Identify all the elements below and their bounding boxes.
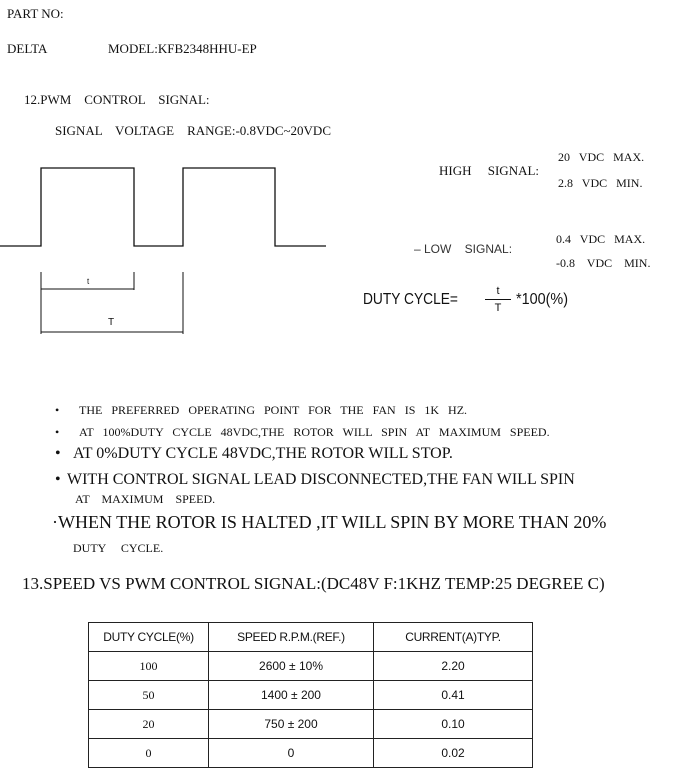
duty-cycle-numerator: t [496,285,500,297]
table-cell-current: 0.10 [374,710,533,739]
table-cell-speed: 0 [209,739,374,768]
table-header-current: CURRENT(A)TYP. [374,623,533,652]
table-row [89,652,533,681]
note-zero-duty-stop: AT 0%DUTY CYCLE 48VDC,THE ROTOR WILL STOP. [73,445,453,462]
table-cell-current: 0.02 [374,739,533,768]
fraction-bar [485,299,511,300]
bullet-icon: • [55,403,60,417]
low-signal-label: – LOW SIGNAL: [414,242,513,256]
note-full-duty-max-speed: AT 100%DUTY CYCLE 48VDC,THE ROTOR WILL SPIN AT MAXIMUM SPEED. [79,425,550,439]
table-cell-duty: 50 [89,681,209,710]
low-signal-min: -0.8 VDC MIN. [556,256,651,270]
duty-cycle-denominator: T [494,302,502,314]
table-header-row [89,623,533,652]
table-cell-duty: 20 [89,710,209,739]
table-header-duty-cycle: DUTY CYCLE(%) [89,623,209,652]
T-dimension-label: T [108,317,115,328]
table-cell-current: 2.20 [374,652,533,681]
table-cell-duty: 0 [89,739,209,768]
note-disconnected-lead: WITH CONTROL SIGNAL LEAD DISCONNECTED,THE FAN WILL SPIN [67,471,575,488]
high-signal-label: HIGH SIGNAL: [439,163,540,178]
bullet-icon: • [55,425,60,439]
note-disconnected-lead-cont: AT MAXIMUM SPEED. [75,492,216,506]
table-cell-duty: 100 [89,652,209,681]
part-no-label: PART NO: [7,6,64,21]
bullet-icon: • [55,445,61,462]
pwm-waveform-line [0,168,326,246]
table-cell-speed: 2600 ± 10% [209,652,374,681]
duty-cycle-formula-prefix: DUTY CYCLE= [363,291,458,308]
duty-cycle-formula-suffix: *100(%) [516,291,569,308]
section13-title: 13.SPEED VS PWM CONTROL SIGNAL:(DC48V F:1KHZ TEMP:25 DEGREE C) [22,574,605,593]
voltage-range-label: SIGNAL VOLTAGE RANGE:-0.8VDC~20VDC [55,123,331,138]
table-cell-speed: 1400 ± 200 [209,681,374,710]
table-cell-speed: 750 ± 200 [209,710,374,739]
table-row [89,681,533,710]
table-row [89,739,533,768]
company-name: DELTA [7,41,48,56]
high-signal-max: 20 VDC MAX. [558,150,645,164]
table-header-speed: SPEED R.P.M.(REF.) [209,623,374,652]
model-label: MODEL:KFB2348HHU-EP [108,41,257,56]
speed-vs-pwm-table [88,622,533,768]
duty-cycle-fraction [485,284,511,315]
t-dimension-label: t [87,277,90,286]
table-cell-current: 0.41 [374,681,533,710]
note-halted-rotor-cont: DUTY CYCLE. [73,541,164,555]
note-preferred-operating-point: THE PREFERRED OPERATING POINT FOR THE FAN IS 1K HZ. [79,403,468,417]
low-signal-max: 0.4 VDC MAX. [556,232,646,246]
section12-title: 12.PWM CONTROL SIGNAL: [24,92,210,107]
table-row [89,710,533,739]
bullet-icon: • [55,471,61,488]
high-signal-min: 2.8 VDC MIN. [558,176,643,190]
note-halted-rotor: ·WHEN THE ROTOR IS HALTED ,IT WILL SPIN BY MORE THAN 20% [52,512,607,532]
